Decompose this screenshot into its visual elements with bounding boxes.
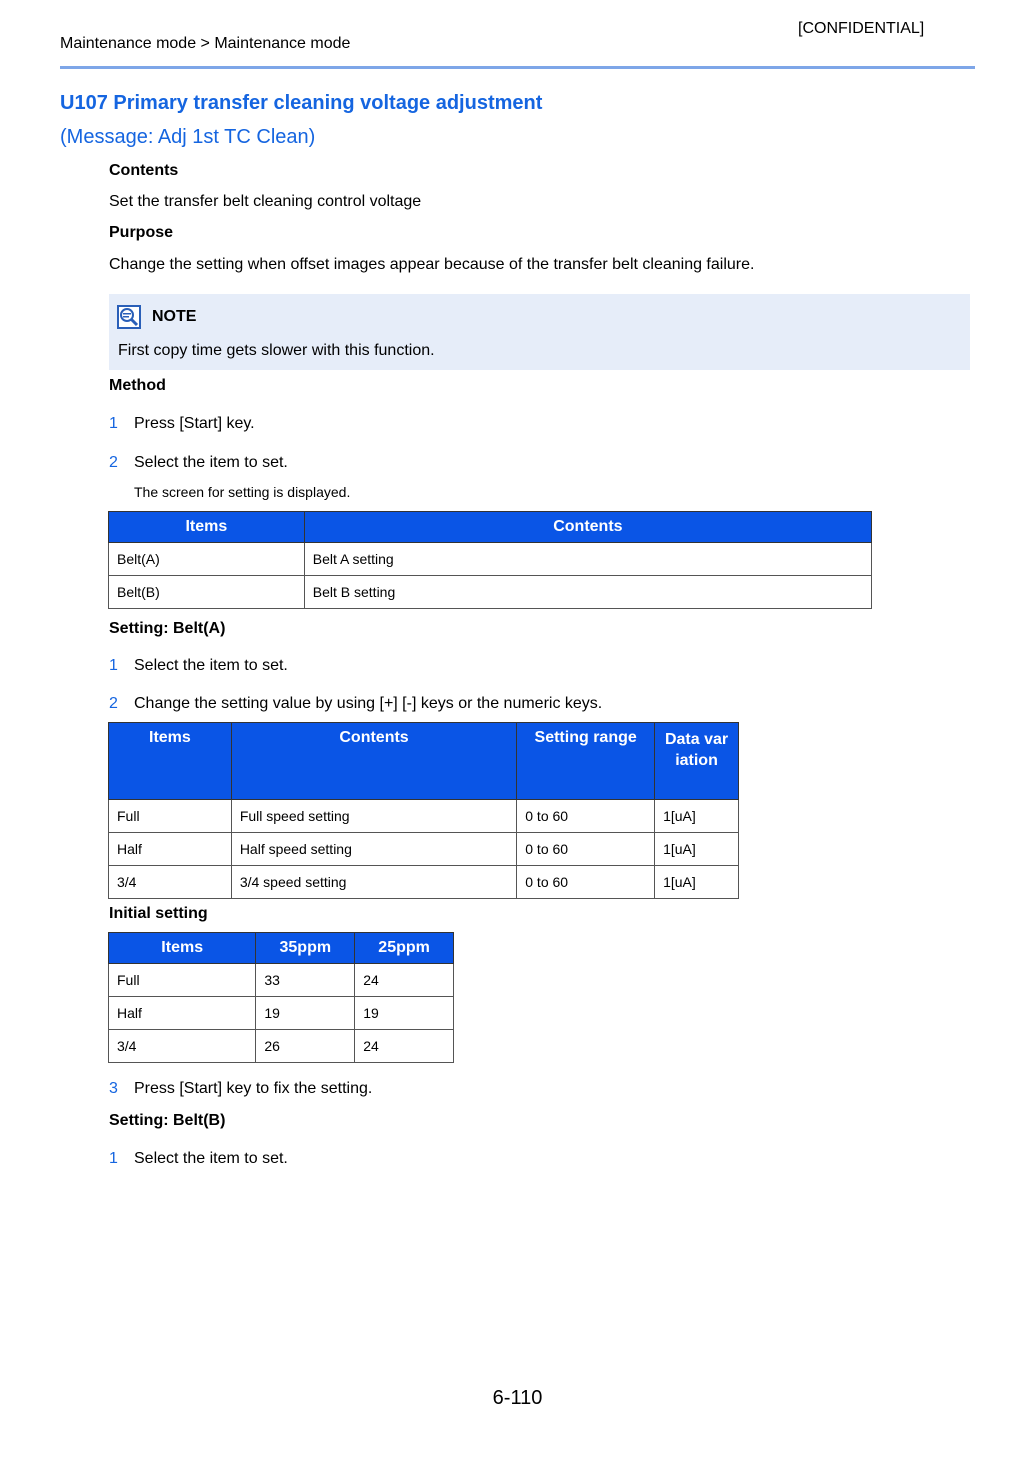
table-header: Setting range: [517, 723, 655, 800]
belt-a-step-number: 3: [109, 1080, 118, 1097]
items-table: [108, 511, 872, 609]
initial-setting-table: [108, 932, 454, 1063]
table-cell: 3/4: [109, 866, 232, 899]
table-cell: Full speed setting: [231, 800, 516, 833]
table-cell: 19: [355, 997, 454, 1030]
table-cell: Full: [109, 800, 232, 833]
table-header: Items: [109, 723, 232, 800]
page-number: 6-110: [492, 1387, 543, 1409]
table-cell: Half speed setting: [231, 833, 516, 866]
method-step-number: 2: [109, 454, 118, 471]
table-header: 25ppm: [355, 933, 454, 964]
table-header: Data variation: [655, 723, 739, 800]
belt-b-step-text: Select the item to set.: [134, 1150, 288, 1167]
table-cell: 1[uA]: [655, 800, 739, 833]
table-cell: 0 to 60: [517, 866, 655, 899]
belt-a-step-text: Change the setting value by using [+] [-] keys or the numeric keys.: [134, 695, 603, 712]
table-header: Items: [109, 512, 305, 543]
table-cell: 24: [355, 964, 454, 997]
table-cell: Belt A setting: [304, 543, 871, 576]
table-header-row: [109, 933, 454, 964]
contents-text: Set the transfer belt cleaning control voltage: [109, 193, 422, 210]
table-row: [109, 866, 739, 899]
breadcrumb: Maintenance mode > Maintenance mode: [60, 35, 351, 52]
table-header: Items: [109, 933, 256, 964]
table-cell: Belt B setting: [304, 576, 871, 609]
belt-a-step-text: Press [Start] key to fix the setting.: [134, 1080, 373, 1097]
note-text: First copy time gets slower with this function.: [118, 342, 435, 359]
belt-a-settings-table: [108, 722, 739, 899]
table-cell: Belt(B): [109, 576, 305, 609]
table-cell: 3/4: [109, 1030, 256, 1063]
table-header: Contents: [304, 512, 871, 543]
table-row: [109, 800, 739, 833]
table-row: [109, 833, 739, 866]
table-header-row: [109, 512, 872, 543]
contents-heading: Contents: [109, 162, 179, 179]
note-icon: [117, 305, 141, 329]
belt-a-heading: Setting: Belt(A): [109, 620, 226, 637]
initial-setting-heading: Initial setting: [109, 905, 208, 922]
table-row: [109, 543, 872, 576]
table-cell: Half: [109, 997, 256, 1030]
table-row: [109, 1030, 454, 1063]
belt-a-step-number: 1: [109, 657, 118, 674]
belt-a-step-number: 2: [109, 695, 118, 712]
table-cell: 26: [256, 1030, 355, 1063]
purpose-heading: Purpose: [109, 224, 174, 241]
belt-b-heading: Setting: Belt(B): [109, 1112, 226, 1129]
table-cell: Half: [109, 833, 232, 866]
table-cell: 33: [256, 964, 355, 997]
note-label: NOTE: [152, 308, 197, 325]
page-subtitle: (Message: Adj 1st TC Clean): [60, 126, 316, 148]
method-step-number: 1: [109, 415, 118, 432]
method-heading: Method: [109, 377, 166, 394]
table-header-row: [109, 723, 739, 800]
method-step-text: Select the item to set.: [134, 454, 288, 471]
method-step-subtext: The screen for setting is displayed.: [134, 484, 351, 500]
header-divider: [60, 66, 975, 69]
table-cell: 1[uA]: [655, 866, 739, 899]
table-row: [109, 997, 454, 1030]
confidential-label: [CONFIDENTIAL]: [798, 20, 925, 37]
belt-b-step-number: 1: [109, 1150, 118, 1167]
belt-a-step-text: Select the item to set.: [134, 657, 288, 674]
table-cell: 19: [256, 997, 355, 1030]
page-title: U107 Primary transfer cleaning voltage adjustment: [60, 92, 543, 114]
table-row: [109, 576, 872, 609]
table-cell: 1[uA]: [655, 833, 739, 866]
table-header: Contents: [231, 723, 516, 800]
table-cell: 24: [355, 1030, 454, 1063]
table-cell: 0 to 60: [517, 833, 655, 866]
table-cell: Belt(A): [109, 543, 305, 576]
table-cell: 3/4 speed setting: [231, 866, 516, 899]
table-cell: Full: [109, 964, 256, 997]
method-step-text: Press [Start] key.: [134, 415, 255, 432]
table-cell: 0 to 60: [517, 800, 655, 833]
table-row: [109, 964, 454, 997]
purpose-text: Change the setting when offset images appear because of the transfer belt cleaning failure.: [109, 256, 755, 273]
table-header: 35ppm: [256, 933, 355, 964]
